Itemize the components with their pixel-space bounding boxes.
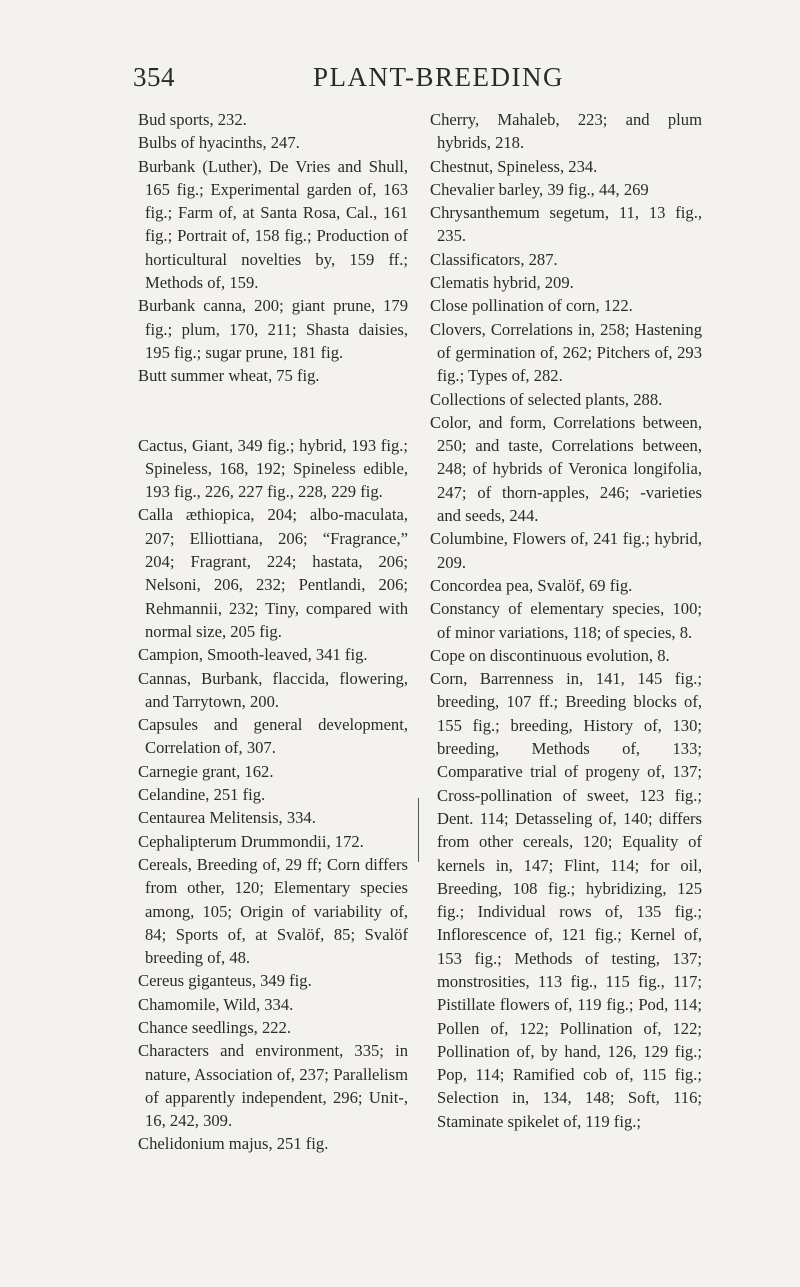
index-entry: Collections of selected plants, 288.	[430, 389, 663, 409]
index-entry: Carnegie grant, 162.	[138, 761, 274, 781]
index-entry: Cereals, Breeding of, 29 ff; Corn differs from other, 120; Elementary species among, 105; Origin of variability of, 84; Sports of, at Svalöf, 85; Svalöf breeding of, 48.	[138, 854, 408, 968]
right-column	[430, 108, 702, 1133]
index-entry: Constancy of elementary species, 100; of minor variations, 118; of species, 8.	[430, 599, 702, 642]
index-entry: Celandine, 251 fig.	[138, 785, 266, 805]
page-number: 354	[133, 62, 175, 92]
index-entry: Corn, Barrenness in, 141, 145 fig.; breeding, 107 ff.; Breeding blocks of, 155 fig.; breeding, History of, 130; breeding, Methods of, 133; Comparative trial of progeny of, 137; Cross-pollination of sweet, 123 fig.; Dent. 114; Detasseling of, 140; differs from other cereals, 120; Equality of kernels in, 147; Flint, 114; for oil, Breeding, 108 fig.; hybridizing, 125 fig.; Individual rows of, 135 fig.; Inflorescence of, 121 fig.; Kernel of, 153 fig.; Methods of testing, 137; monstrosities, 113 fig., 115 fig., 117; Pistillate flowers of, 119 fig.; Pod, 114; Pollen of, 122; Pollination of, 122; Pollination of, by hand, 126, 129 fig.; Pop, 114; Ramified cob of, 115 fig.; Selection in, 134, 148; Soft, 116; Staminate spikelet of, 119 fig.;	[430, 669, 702, 1131]
index-entry: Cephalipterum Drummondii, 172.	[138, 831, 364, 851]
index-entry: Campion, Smooth-leaved, 341 fig.	[138, 645, 368, 665]
letter-group-gap	[138, 388, 408, 434]
column-rule	[418, 798, 419, 862]
index-entry: Color, and form, Correlations between, 250; and taste, Correlations between, 248; of hybrids of Veronica longifolia, 247; of thorn-apples, 246; -varieties and seeds, 244.	[430, 412, 702, 526]
index-entry: Cope on discontinuous evolution, 8.	[430, 645, 670, 665]
index-entry: Chance seedlings, 222.	[138, 1017, 291, 1037]
index-entry: Cactus, Giant, 349 fig.; hybrid, 193 fig.; Spineless, 168, 192; Spineless edible, 193 fig., 226, 227 fig., 228, 229 fig.	[138, 435, 408, 502]
running-title: PLANT-BREEDING	[313, 62, 565, 92]
index-entry: Calla æthiopica, 204; albo-maculata, 207; Elliottiana, 206; “Fragrance,” 204; Fragrant, 224; hastata, 206; Nelsoni, 206, 232; Pentlandi, 206; Rehmannii, 232; Tiny, compared with normal size, 205 fig.	[138, 505, 408, 641]
index-entry: Bud sports, 232.	[138, 110, 247, 129]
index-entry: Close pollination of corn, 122.	[430, 296, 633, 316]
index-entry: Butt summer wheat, 75 fig.	[138, 366, 320, 386]
index-entry: Chevalier barley, 39 fig., 44, 269	[430, 179, 649, 199]
index-entry: Burbank canna, 200; giant prune, 179 fig.; plum, 170, 211; Shasta daisies, 195 fig.; sugar prune, 181 fig.	[138, 296, 408, 362]
index-entry: Columbine, Flowers of, 241 fig.; hybrid, 209.	[430, 529, 702, 572]
index-entry: Clematis hybrid, 209.	[430, 273, 574, 293]
index-entry: Chestnut, Spineless, 234.	[430, 156, 598, 176]
index-entry: Bulbs of hyacinths, 247.	[138, 133, 300, 153]
index-entry: Chrysanthemum segetum, 11, 13 fig., 235.	[430, 203, 702, 246]
index-entry: Chelidonium majus, 251 fig.	[138, 1134, 329, 1154]
index-entry: Chamomile, Wild, 334.	[138, 994, 294, 1014]
index-entry: Clovers, Correlations in, 258; Hastening of germination of, 262; Pitchers of, 293 fig.; Types of, 282.	[430, 319, 702, 386]
index-entry: Burbank (Luther), De Vries and Shull, 165 fig.; Experimental garden of, 163 fig.; Farm of, at Santa Rosa, Cal., 161 fig.; Portrait of, 158 fig.; Production of horticultural novelties by, 159 ff.; Methods of, 159.	[138, 156, 408, 293]
index-entry: Concordea pea, Svalöf, 69 fig.	[430, 575, 633, 595]
index-entry: Capsules and general development, Correlation of, 307.	[138, 715, 408, 758]
index-entry: Classificators, 287.	[430, 249, 558, 269]
left-column	[138, 108, 408, 1156]
page-header	[0, 62, 800, 102]
index-entry: Cherry, Mahaleb, 223; and plum hybrids, 218.	[430, 110, 702, 153]
index-entry: Cereus giganteus, 349 fig.	[138, 971, 312, 991]
index-entry: Cannas, Burbank, flaccida, flowering, and Tarrytown, 200.	[138, 668, 408, 711]
index-entry: Centaurea Melitensis, 334.	[138, 808, 316, 828]
index-entry: Characters and environment, 335; in nature, Association of, 237; Parallelism of apparently independent, 296; Unit-, 16, 242, 309.	[138, 1041, 408, 1131]
